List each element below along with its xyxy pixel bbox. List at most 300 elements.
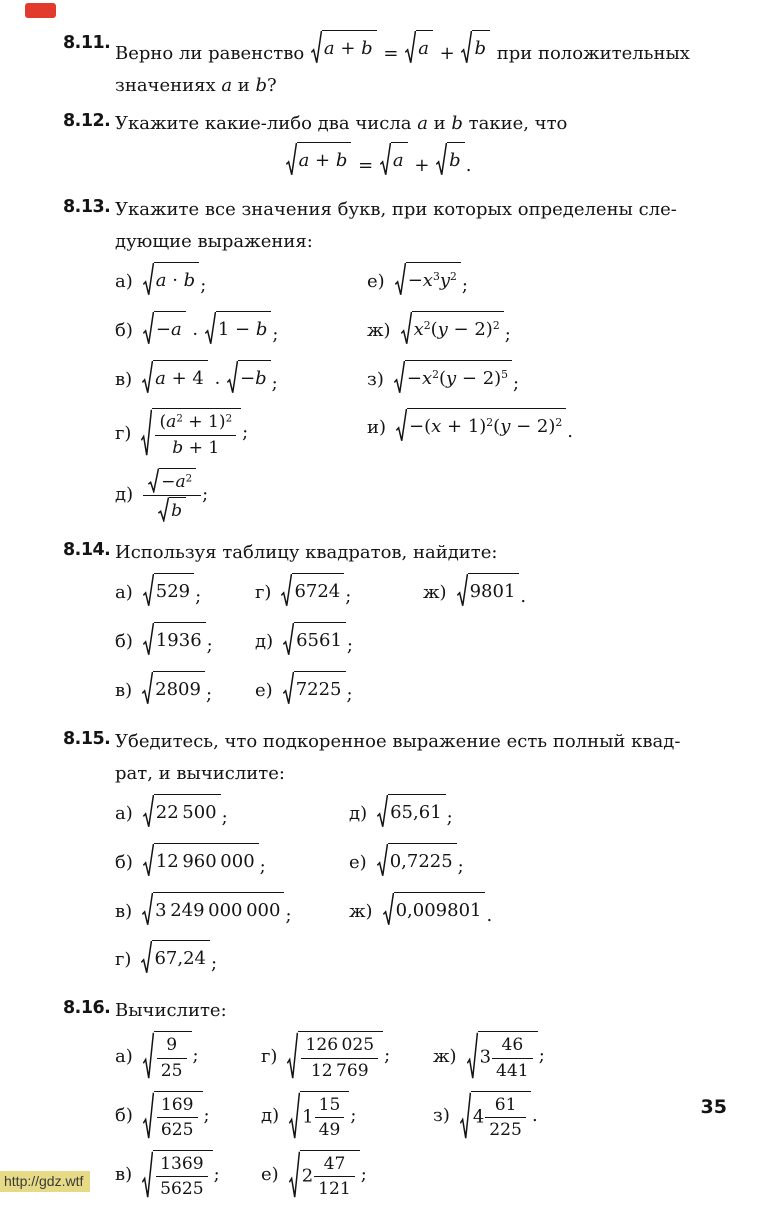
math-variable: y [500, 416, 511, 438]
math-variable: x [422, 269, 433, 291]
radical-sign-icon [311, 30, 322, 65]
math-variable: b [449, 149, 461, 171]
radicand [416, 30, 433, 65]
math-expression: 65,61 ; [376, 794, 453, 834]
sqrt-radical [148, 468, 196, 493]
math-expression: $x^2(y - 2)^2$ ; [400, 311, 511, 351]
item-label: ж) [367, 319, 391, 341]
item-row [115, 892, 731, 932]
math-expression: $\frac{1369}{5625}$ ; [141, 1150, 220, 1200]
problem-number: 8.13. [63, 196, 111, 217]
radical-sign-icon [142, 1150, 153, 1200]
math-expression: 2 $\frac{47}{121}$ ; [288, 1150, 367, 1200]
radical-sign-icon [289, 1091, 300, 1141]
denominator: 25 [160, 1060, 183, 1081]
denominator: 625 [160, 1120, 194, 1141]
math-expression: 12 960 000 ; [142, 843, 266, 883]
radicand: 1936 [154, 622, 206, 657]
item-cell [349, 794, 731, 834]
sqrt-radical [436, 142, 465, 177]
item-cell [261, 1091, 433, 1141]
fraction [155, 1153, 209, 1200]
sqrt-radical [383, 892, 486, 927]
math-expression: $\frac{126 025}{12 769}$ ; [286, 1031, 390, 1081]
item-label: а) [115, 802, 133, 824]
radicand: $x^2(y - 2)^2$ [412, 311, 504, 346]
radical-sign-icon [283, 671, 294, 706]
exponent: 2 [555, 416, 563, 430]
exponent: 3 [432, 269, 440, 283]
item-label: а) [115, 270, 133, 292]
item-label: б) [115, 319, 133, 341]
sqrt-radical [143, 1091, 203, 1141]
sqrt-radical [143, 1031, 192, 1081]
exponent: 2 [225, 412, 233, 425]
math-expression: a · b ; [142, 262, 207, 302]
item-label: в) [115, 900, 133, 922]
radicand: −b [238, 360, 271, 395]
math-variable: b [172, 437, 184, 458]
item-cell [367, 311, 731, 351]
item-label: г) [115, 949, 132, 971]
math-variable: b [474, 38, 487, 59]
radicand: −a [154, 311, 186, 346]
exponent: 2 [185, 472, 193, 485]
problem-number: 8.16. [63, 998, 111, 1019]
item-cell [423, 573, 731, 613]
problem-body [115, 30, 731, 102]
math-variable: a [155, 269, 167, 291]
radical-sign-icon [227, 360, 238, 395]
numerator: 126 025 [301, 1034, 378, 1058]
sqrt-radical [394, 360, 512, 395]
math-variable: a [221, 74, 233, 96]
math-variable: a [175, 471, 186, 492]
problem [63, 995, 731, 1209]
problem-text: Укажите все значения букв, при которых определены сле- дующие выражения: [115, 198, 677, 252]
math-variable: b [171, 500, 183, 521]
problem-body [115, 108, 731, 188]
item-row [115, 794, 731, 834]
problem [63, 108, 731, 188]
sqrt-radical [141, 940, 210, 975]
math-expression: $\frac{-a^2}{b}$ ; [142, 468, 208, 522]
radicand: 4 $\frac{61}{225}$ [471, 1091, 531, 1141]
item-label: и) [367, 417, 387, 439]
math-expression: 0,7225 ; [376, 843, 464, 883]
math-variable: a [417, 112, 428, 134]
radical-sign-icon [461, 30, 472, 65]
math-variable: b [255, 74, 268, 96]
centered-equation: a + b = a + b . [115, 142, 641, 182]
item-cell [115, 794, 349, 834]
radical-sign-icon [289, 1150, 300, 1200]
denominator: 441 [496, 1060, 529, 1081]
fraction [142, 468, 202, 522]
math-variable: b [183, 269, 196, 291]
radicand: 6724 [292, 573, 344, 608]
radicand [152, 408, 241, 458]
item-cell [367, 360, 731, 400]
math-expression: 9801 . [456, 573, 527, 613]
item-cell [367, 408, 731, 448]
fraction [156, 1034, 188, 1081]
item-cell [115, 1150, 261, 1200]
math-variable: y [439, 269, 450, 291]
math-variable: y [437, 318, 448, 340]
sqrt-radical [380, 142, 408, 177]
math-variable: x [413, 318, 424, 340]
item-row [115, 573, 731, 613]
fraction [491, 1034, 534, 1081]
radicand [298, 1031, 383, 1081]
item-label: г) [255, 582, 272, 604]
radical-sign-icon [205, 311, 216, 346]
radical-sign-icon [143, 1031, 154, 1081]
radical-sign-icon [148, 468, 159, 493]
item-row [115, 408, 731, 458]
math-variable: a [170, 318, 182, 340]
item-label: д) [115, 484, 134, 506]
denominator: b + 1 [172, 437, 220, 458]
item-cell [349, 843, 731, 883]
radicand: 7225 [294, 671, 346, 706]
item-row [115, 622, 731, 662]
site-logo-badge [25, 3, 56, 18]
item-label: з) [433, 1105, 450, 1127]
math-expression: 67,24 ; [140, 940, 217, 980]
item-label: в) [115, 679, 133, 701]
radical-sign-icon [141, 408, 152, 458]
radicand: 22 500 [154, 794, 221, 829]
item-label: в) [115, 1164, 133, 1186]
radicand: $-(x + 1)^2(y - 2)^2$ [407, 408, 566, 443]
radical-sign-icon [457, 573, 468, 608]
sqrt-radical [158, 497, 186, 522]
problem-text: Используя таблицу квадратов, найдите: [115, 542, 498, 564]
problem-number: 8.15. [63, 728, 111, 749]
radical-sign-icon [396, 408, 407, 443]
fraction [156, 1094, 199, 1141]
math-variable: a [323, 38, 335, 59]
radical-sign-icon [141, 940, 152, 975]
problem-text: Укажите какие-либо два числа a и b такие, что [115, 112, 568, 134]
fraction [313, 1153, 356, 1200]
radicand: a + b [297, 142, 352, 177]
radical-sign-icon [283, 622, 294, 657]
radicand: 1 − b [216, 311, 272, 346]
item-grid [115, 794, 731, 981]
item-row [115, 311, 731, 351]
radical-sign-icon [143, 622, 154, 657]
fraction [484, 1094, 527, 1141]
radical-sign-icon [142, 360, 153, 395]
sqrt-radical [457, 573, 520, 608]
math-expression: $\frac{(a^2 + 1)^2}{b + 1}$ ; [140, 408, 248, 458]
item-cell [115, 622, 255, 662]
numerator: 1369 [156, 1153, 208, 1177]
item-cell [115, 892, 349, 932]
problem-body [115, 995, 731, 1209]
problem-body [115, 537, 731, 720]
fraction [154, 411, 237, 458]
sqrt-radical [142, 671, 205, 706]
item-cell [433, 1031, 731, 1081]
item-cell [115, 408, 367, 458]
sqrt-radical [281, 573, 344, 608]
item-row [115, 843, 731, 883]
item-cell [115, 843, 349, 883]
exponent: 2 [492, 318, 500, 332]
item-cell [115, 573, 255, 613]
problem-text: Убедитесь, что подкоренное выражение есть полный квад- рат, и вычислите: [115, 730, 681, 784]
math-expression: $\frac{9}{25}$ ; [142, 1031, 199, 1081]
math-variable: a [418, 38, 429, 59]
radicand: 2809 [153, 671, 205, 706]
math-expression: $-(x + 1)^2(y - 2)^2$ . [395, 408, 573, 448]
math-expression: 6724 ; [280, 573, 351, 613]
sqrt-radical [143, 794, 221, 829]
math-expression: 529 ; [142, 573, 201, 613]
radical-sign-icon [401, 311, 412, 346]
math-variable: b [361, 38, 373, 59]
item-cell [115, 1031, 261, 1081]
problem-text: Верно ли равенство a + b = a + b при положительных значениях a и b? [115, 30, 731, 102]
radicand [447, 142, 465, 177]
radicand: $-x^3y^2$ [406, 262, 461, 297]
sqrt-radical [461, 30, 490, 65]
item-row [115, 360, 731, 400]
item-label: а) [115, 1045, 133, 1067]
item-cell [115, 671, 255, 711]
problem-body [115, 194, 731, 531]
sqrt-radical [283, 671, 346, 706]
item-label: а) [115, 582, 133, 604]
numerator: 47 [314, 1153, 355, 1177]
item-label: е) [367, 270, 385, 292]
math-variable: x [431, 416, 442, 438]
item-label: ж) [433, 1045, 457, 1067]
math-variable: b [335, 149, 348, 171]
math-expression: 3 $\frac{46}{441}$ ; [466, 1031, 545, 1081]
math-expression: a + 4 · −b ; [141, 360, 278, 400]
item-label: ж) [423, 582, 447, 604]
radical-sign-icon [143, 573, 154, 608]
radicand [154, 1091, 203, 1141]
fraction [314, 1094, 346, 1141]
denominator: 12 769 [310, 1060, 369, 1081]
sqrt-radical [142, 892, 284, 927]
exponent: 2 [486, 416, 494, 430]
radical-sign-icon [281, 573, 292, 608]
item-label: з) [367, 368, 384, 390]
item-label: д) [261, 1105, 280, 1127]
radical-sign-icon [287, 1031, 298, 1081]
fraction [300, 1034, 379, 1081]
radical-sign-icon [395, 262, 406, 297]
radicand: a + 4 [153, 360, 208, 395]
sqrt-radical [405, 30, 433, 65]
exponent: 2 [432, 367, 439, 381]
numerator: 15 [315, 1094, 345, 1118]
math-expression: 2809 ; [141, 671, 212, 711]
item-cell [115, 311, 367, 351]
radical-sign-icon [467, 1031, 478, 1081]
sqrt-radical [141, 408, 241, 458]
math-expression: −a · 1 − b ; [142, 311, 279, 351]
numerator: 61 [485, 1094, 526, 1118]
sqrt-radical [460, 1091, 531, 1141]
math-variable: y [446, 367, 457, 389]
radical-sign-icon [143, 794, 154, 829]
sqrt-radical [143, 311, 186, 346]
item-label: б) [115, 851, 133, 873]
sqrt-radical [227, 360, 271, 395]
sqrt-radical [143, 843, 259, 878]
item-label: ж) [349, 900, 373, 922]
math-expression: 4 $\frac{61}{225}$ . [459, 1091, 538, 1141]
radical-sign-icon [460, 1091, 471, 1141]
math-expression: 1 $\frac{15}{49}$ ; [288, 1091, 356, 1141]
item-cell [433, 1091, 731, 1141]
math-variable: x [421, 367, 433, 389]
problem [63, 30, 731, 102]
radicand: 529 [154, 573, 194, 608]
exponent: 5 [501, 367, 509, 381]
item-row [115, 262, 731, 302]
item-label: г) [261, 1045, 278, 1067]
math-variable: a [155, 367, 166, 389]
item-cell [261, 1031, 433, 1081]
radicand: 6561 [294, 622, 346, 657]
item-label: д) [255, 630, 274, 652]
math-expression: 3 249 000 000 ; [141, 892, 291, 932]
sqrt-radical [143, 262, 199, 297]
item-cell [115, 1091, 261, 1141]
radicand: 0,009801 [394, 892, 486, 927]
item-row [115, 940, 731, 980]
item-row [115, 468, 731, 522]
item-row [115, 1031, 731, 1081]
item-label: в) [115, 368, 133, 390]
radicand [153, 1150, 213, 1200]
radical-sign-icon [405, 30, 416, 65]
sqrt-radical [142, 1150, 213, 1200]
item-row [115, 1150, 731, 1200]
radical-sign-icon [377, 843, 388, 878]
sqrt-radical [401, 311, 504, 346]
problem-list [63, 30, 731, 1210]
denominator: 49 [318, 1120, 341, 1141]
math-variable: b [255, 318, 268, 340]
sqrt-radical [396, 408, 566, 443]
radicand: 65,61 [388, 794, 446, 829]
math-expression: 6561 ; [282, 622, 353, 662]
math-expression: 1936 ; [142, 622, 213, 662]
sqrt-radical [289, 1091, 349, 1141]
item-label: е) [349, 851, 367, 873]
item-cell [349, 892, 731, 932]
item-label: е) [255, 679, 273, 701]
sqrt-radical [286, 142, 352, 177]
item-cell [367, 262, 731, 302]
problem-number: 8.14. [63, 540, 111, 561]
radicand: $-a^2$ [159, 468, 196, 493]
radicand [154, 1031, 192, 1081]
numerator: 46 [492, 1034, 533, 1058]
item-grid [115, 262, 731, 522]
denominator: 5625 [160, 1179, 204, 1200]
item-row [115, 671, 731, 711]
numerator: 9 [157, 1034, 187, 1058]
problem-body [115, 726, 731, 990]
math-expression: 7225 ; [282, 671, 353, 711]
problem-text: Вычислите: [115, 1000, 227, 1022]
sqrt-radical [142, 360, 208, 395]
item-label: б) [115, 630, 133, 652]
radical-sign-icon [286, 142, 297, 177]
problem [63, 537, 731, 720]
math-expression: $-x^3y^2$ ; [394, 262, 468, 302]
math-variable: b [451, 112, 463, 134]
problem [63, 194, 731, 531]
denominator: 225 [489, 1120, 522, 1141]
radical-sign-icon [158, 497, 169, 522]
radical-sign-icon [143, 262, 154, 297]
radical-sign-icon [377, 794, 388, 829]
math-expression: 22 500 ; [142, 794, 228, 834]
radicand: 3 $\frac{46}{441}$ [478, 1031, 538, 1081]
numerator: 169 [157, 1094, 198, 1118]
numerator: $(a^2 + 1)^2$ [155, 411, 236, 435]
radicand: a + b [322, 30, 377, 65]
math-expression: $-x^2(y - 2)^5$ ; [393, 360, 519, 400]
item-cell [255, 573, 423, 613]
radicand: 3 249 000 000 [153, 892, 284, 927]
problem [63, 726, 731, 990]
item-grid [115, 1031, 731, 1200]
radicand [472, 30, 490, 65]
math-variable: b [255, 367, 267, 389]
item-cell [115, 468, 367, 522]
radicand: 1 $\frac{15}{49}$ [300, 1091, 349, 1141]
item-label: г) [115, 422, 132, 444]
item-label: д) [349, 802, 368, 824]
item-cell [255, 671, 423, 711]
radical-sign-icon [380, 142, 391, 177]
item-cell [261, 1150, 433, 1200]
math-expression: 0,009801 . [382, 892, 493, 932]
item-label: б) [115, 1105, 133, 1127]
denominator: 121 [318, 1179, 351, 1200]
sqrt-radical [143, 573, 194, 608]
sqrt-radical [377, 794, 446, 829]
radicand: 0,7225 [388, 843, 457, 878]
sqrt-radical [311, 30, 377, 65]
radicand [391, 142, 408, 177]
exponent: 2 [449, 269, 457, 283]
radical-sign-icon [143, 1091, 154, 1141]
sqrt-radical [395, 262, 461, 297]
math-variable: a [392, 149, 404, 171]
item-grid [115, 573, 731, 711]
radical-sign-icon [383, 892, 394, 927]
numerator [143, 468, 201, 496]
sqrt-radical [205, 311, 272, 346]
math-variable: a [298, 149, 310, 171]
math-expression: $\frac{169}{625}$ ; [142, 1091, 210, 1141]
radicand: $-x^2(y - 2)^5$ [405, 360, 512, 395]
